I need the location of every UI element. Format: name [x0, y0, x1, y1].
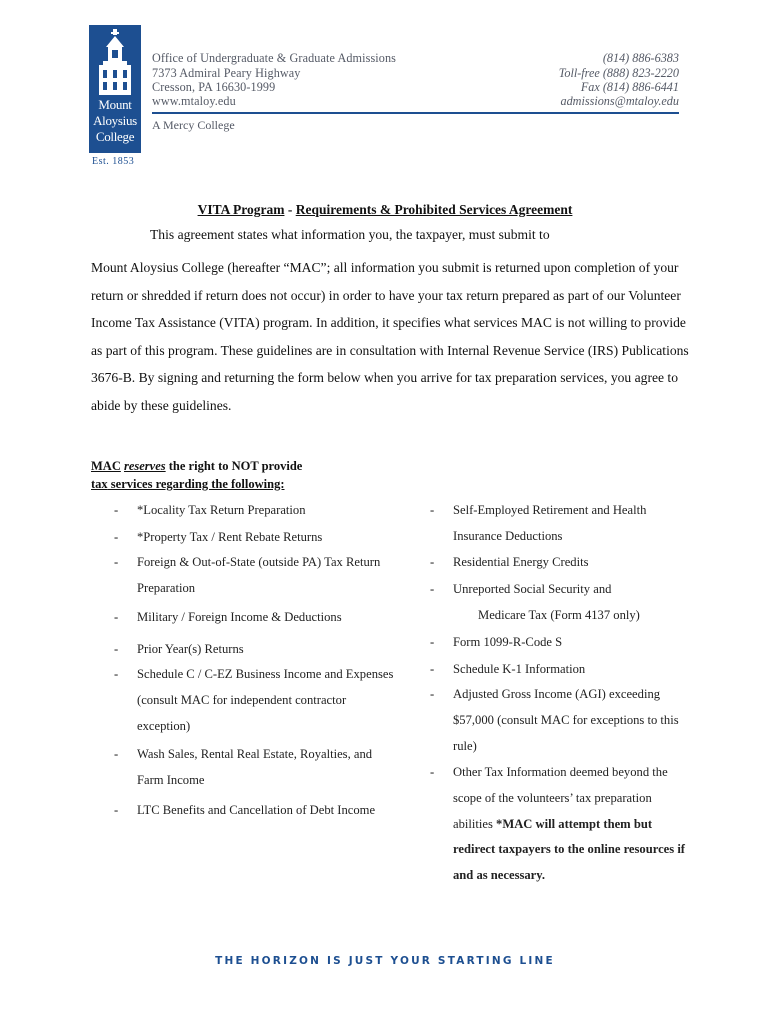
list-item: Wash Sales, Rental Real Estate, Royalties, and Farm Income — [137, 747, 373, 787]
logo-word-college: College — [95, 129, 135, 144]
list-dash: - — [114, 747, 119, 761]
list-item: Schedule C / C-EZ Business Income and Expenses (consult MAC for independent contractor exception) — [137, 667, 394, 733]
list-dash: - — [114, 530, 119, 544]
list-item: Form 1099-R-Code S — [453, 635, 563, 649]
intro-first-line: This agreement states what information you, the taxpayer, must submit to — [150, 227, 550, 242]
letterhead-divider — [152, 112, 679, 114]
list-item: Prior Year(s) Returns — [137, 642, 244, 656]
list-item — [453, 760, 688, 889]
list-item: Self-Employed Retirement and Health Insurance Deductions — [453, 503, 647, 543]
list-item: Adjusted Gross Income (AGI) exceeding $57,000 (consult MAC for exceptions to this rule) — [453, 687, 679, 753]
intro-paragraph: Mount Aloysius College (hereafter “MAC”; all information you submit is returned upon completion of your return or shredded if return does not occur) in order to have your tax return prepared as part of our Volunteer Income Tax Assistance (VITA) program. In addition, it specifies what services MAC is not willing to provide as part of this program. These guidelines are in consultation with Internal Revenue Service (IRS) Publications 3676-B. By signing and returning the form below when you arrive for tax preparation services, you agree to abide by these guidelines. — [91, 260, 689, 413]
list-dash: - — [114, 555, 119, 569]
footer-tagline: THE HORIZON IS JUST YOUR STARTING LINE — [215, 955, 555, 967]
list-dash: - — [430, 662, 435, 676]
list-item: Schedule K-1 Information — [453, 662, 586, 676]
office-street: 7373 Admiral Peary Highway — [152, 66, 301, 80]
title-separator: - — [284, 202, 296, 217]
list-dash: - — [114, 642, 119, 656]
logo-word-mount: Mount — [98, 97, 132, 112]
list-dash: - — [430, 687, 435, 701]
list-item: *Property Tax / Rent Rebate Returns — [137, 530, 323, 544]
office-name: Office of Undergraduate & Graduate Admissions — [152, 51, 397, 65]
list-dash: - — [114, 610, 119, 624]
list-dash: - — [114, 803, 119, 817]
college-tagline: A Mercy College — [152, 118, 235, 132]
title-agreement: Requirements & Prohibited Services Agreement — [295, 202, 573, 217]
fax-number: Fax (814) 886-6441 — [580, 80, 679, 94]
list-dash: - — [114, 503, 119, 517]
list-item: LTC Benefits and Cancellation of Debt Income — [137, 803, 376, 817]
college-logo — [89, 25, 141, 153]
heading-rest1: the right to NOT provide — [165, 459, 303, 473]
heading-tax: tax — [91, 477, 108, 491]
list-dash: - — [114, 667, 119, 681]
office-website: www.mtaloy.edu — [152, 94, 236, 108]
logo-word-aloysius: Aloysius — [93, 113, 137, 128]
heading-reserves: reserves — [123, 459, 166, 473]
list-item-text: Other Tax Information deemed beyond the scope of the volunteers’ tax preparation abilities — [453, 765, 668, 831]
list-item: Military / Foreign Income & Deductions — [137, 610, 342, 624]
list-dash: - — [430, 582, 435, 596]
heading-rest2: services regarding the following: — [107, 477, 285, 491]
title-program: VITA Program — [197, 202, 285, 217]
heading-mac: MAC — [91, 459, 121, 473]
list-item-note: *MAC will attempt them but redirect taxpayers to the online resources if and as necessary. — [453, 816, 686, 883]
list-dash: - — [430, 635, 435, 649]
list-dash: - — [430, 555, 435, 569]
tollfree-number: Toll-free (888) 823-2220 — [558, 66, 679, 80]
services-heading — [91, 457, 302, 493]
phone-number: (814) 886-6383 — [602, 51, 679, 65]
list-item: Residential Energy Credits — [453, 555, 589, 569]
admissions-email: admissions@mtaloy.edu — [560, 94, 679, 108]
list-item-continued: Medicare Tax (Form 4137 only) — [478, 608, 640, 622]
list-dash: - — [430, 765, 435, 779]
list-item: Unreported Social Security and — [453, 582, 612, 596]
list-dash: - — [430, 503, 435, 517]
list-item: *Locality Tax Return Preparation — [137, 503, 306, 517]
document-title — [0, 202, 770, 218]
list-item: Foreign & Out-of-State (outside PA) Tax Return Preparation — [137, 555, 381, 595]
established-year: Est. 1853 — [92, 156, 135, 167]
office-city: Cresson, PA 16630-1999 — [152, 80, 276, 94]
